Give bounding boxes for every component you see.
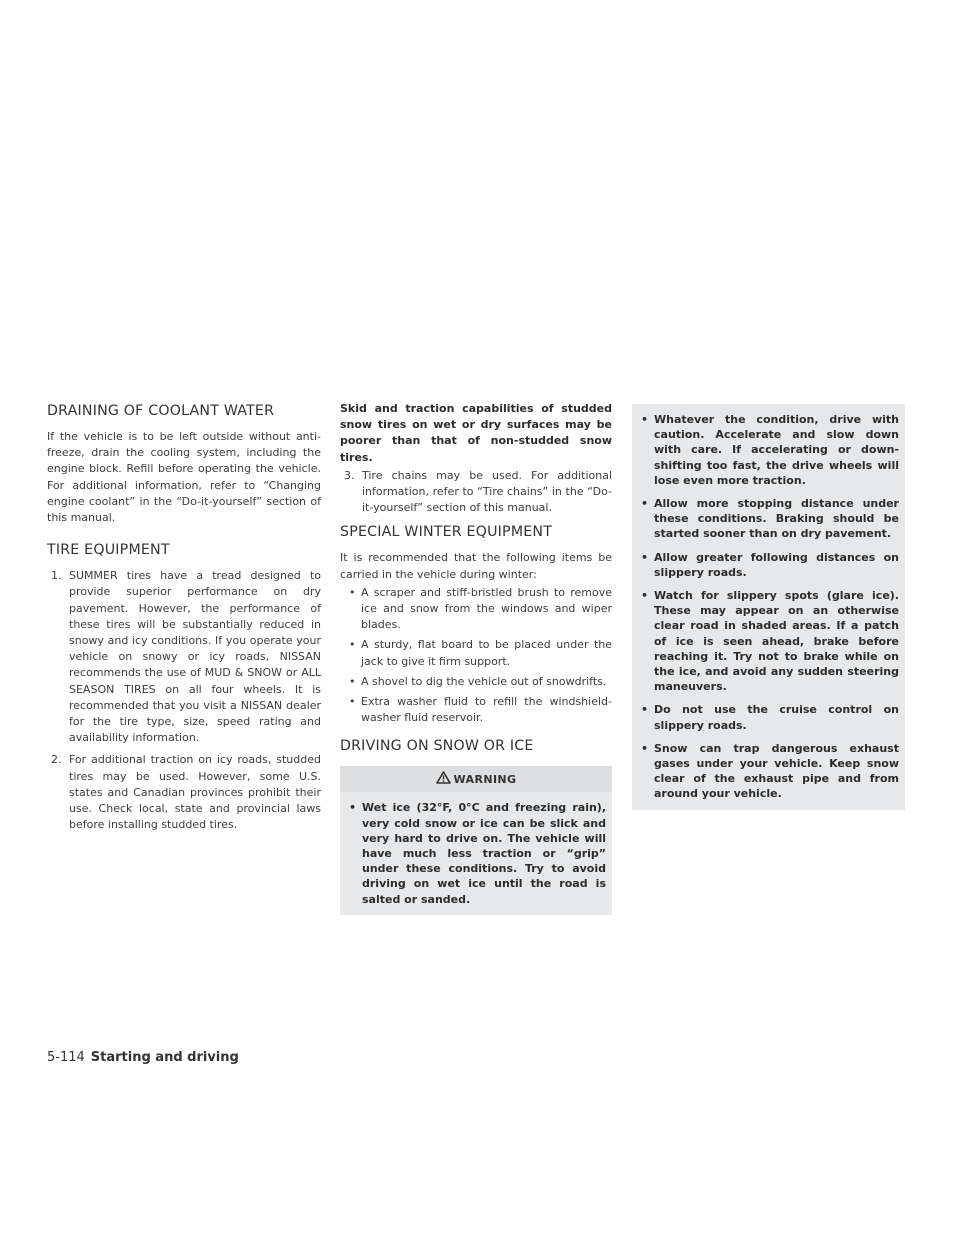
heading-special-winter-equipment: SPECIAL WINTER EQUIPMENT <box>340 524 553 541</box>
list-item-text: Extra washer fluid to refill the windshield-washer fluid reservoir. <box>361 695 612 725</box>
list-item <box>47 752 321 833</box>
list-item-text: A shovel to dig the vehicle out of snowdrifts. <box>361 674 607 688</box>
warning-item-text: Do not use the cruise control on slippery roads. <box>654 703 899 732</box>
bullet: • <box>641 550 649 564</box>
list-item-text: For additional traction on icy roads, studded tires may be used. However, some U.S. states and Canadian provinces prohibit their use. Check local, state and provincial laws before installing studded tires. <box>69 753 321 832</box>
warning-item <box>638 550 899 580</box>
bullet: • <box>641 413 649 426</box>
list-item <box>47 568 321 746</box>
warning-item <box>638 412 899 488</box>
winter-equipment-intro: It is recommended that the following items be carried in the vehicle during winter: <box>340 551 612 581</box>
bullet: • <box>349 695 356 709</box>
list-item <box>340 637 612 669</box>
warning-label: WARNING <box>453 772 517 786</box>
warning-box <box>340 766 612 914</box>
warning-item <box>638 496 899 542</box>
warning-triangle-icon <box>436 771 451 787</box>
heading-driving-on-snow: DRIVING ON SNOW OR ICE <box>340 738 534 755</box>
warning-item <box>638 588 899 694</box>
heading-draining-coolant: DRAINING OF COOLANT WATER <box>47 403 275 419</box>
bullet: • <box>641 497 649 511</box>
heading-tire-equipment: TIRE EQUIPMENT <box>47 542 170 559</box>
list-item <box>340 674 612 690</box>
tire-equipment-list <box>47 568 321 833</box>
winter-equipment-list <box>340 585 612 727</box>
section-title: Starting and driving <box>90 1050 239 1065</box>
warning-item-text: Snow can trap dangerous exhaust gases under your vehicle. Keep snow clear of the exhaust pipe and from around your vehicle. <box>654 741 899 801</box>
warning-item <box>638 702 899 732</box>
studded-tires-note: Skid and traction capabilities of studded snow tires on wet or dry surfaces may be poorer than that of non-studded snow tires. <box>340 402 612 464</box>
list-item-text: A scraper and stiff-bristled brush to remove ice and snow from the windows and wiper blades. <box>361 585 612 632</box>
tire-equipment-list-continued <box>340 468 612 517</box>
warning-item <box>346 800 606 906</box>
warning-body <box>340 792 612 914</box>
warning-list <box>346 800 606 906</box>
warning-item-text: Allow more stopping distance under these conditions. Braking should be started sooner than on dry pavement. <box>654 497 899 541</box>
page-footer <box>47 1050 239 1065</box>
list-number: 1. <box>51 569 62 583</box>
warning-header <box>340 766 612 792</box>
column-1 <box>47 401 321 839</box>
list-item <box>340 694 612 726</box>
warning-body <box>632 404 905 810</box>
warning-item-text: Wet ice (32°F, 0°C and freezing rain), very cold snow or ice can be slick and very hard to drive on. The vehicle will have much less traction or “grip” under these conditions. Try to avoid driving on wet ice until the road is salted or sanded. <box>362 801 606 906</box>
bullet: • <box>349 585 356 599</box>
page-number: 5-114 <box>47 1050 85 1065</box>
paragraph-draining-coolant: If the vehicle is to be left outside without anti-freeze, drain the cooling system, including the engine block. Refill before operating the vehicle. For additional information, refer to “Changing engine coolant” in the “Do-it-yourself” section of this manual. <box>47 430 321 525</box>
list-item <box>340 468 612 517</box>
column-2 <box>340 401 612 915</box>
warning-item <box>638 741 899 802</box>
bullet: • <box>349 674 356 688</box>
warning-list <box>638 412 899 802</box>
list-number: 3. <box>344 468 355 482</box>
list-item <box>340 585 612 634</box>
bullet: • <box>349 801 357 815</box>
list-number: 2. <box>51 753 62 767</box>
warning-box-continued <box>632 404 905 810</box>
list-item-text: A sturdy, flat board to be placed under the jack to give it firm support. <box>361 638 612 668</box>
list-item-text: SUMMER tires have a tread designed to provide superior performance on dry pavement. However, the performance of these tires will be substantially reduced in snowy and icy conditions. If you operate your vehicle on snowy or icy roads, NISSAN recommends the use of MUD & SNOW or ALL SEASON TIRES on all four wheels. It is recommended that you visit a NISSAN dealer for the tire type, size, speed rating and availability information. <box>69 569 321 745</box>
bullet: • <box>641 741 649 755</box>
warning-item-text: Watch for slippery spots (glare ice). These may appear on an otherwise clear road in shaded areas. If a patch of ice is seen ahead, brake before reaching it. Try not to brake while on the ice, and avoid any sudden steering maneuvers. <box>654 589 899 694</box>
list-item-text: Tire chains may be used. For additional information, refer to “Tire chains” in the “Do-it-yourself” section of this manual. <box>362 468 612 515</box>
column-3 <box>632 404 905 810</box>
bullet: • <box>641 703 649 717</box>
warning-item-text: Allow greater following distances on slippery roads. <box>654 550 899 579</box>
bullet: • <box>349 638 356 652</box>
warning-item-text: Whatever the condition, drive with caution. Accelerate and slow down with care. If accelerating or down-shifting too fast, the drive wheels will lose even more traction. <box>654 413 899 487</box>
bullet: • <box>641 589 649 603</box>
